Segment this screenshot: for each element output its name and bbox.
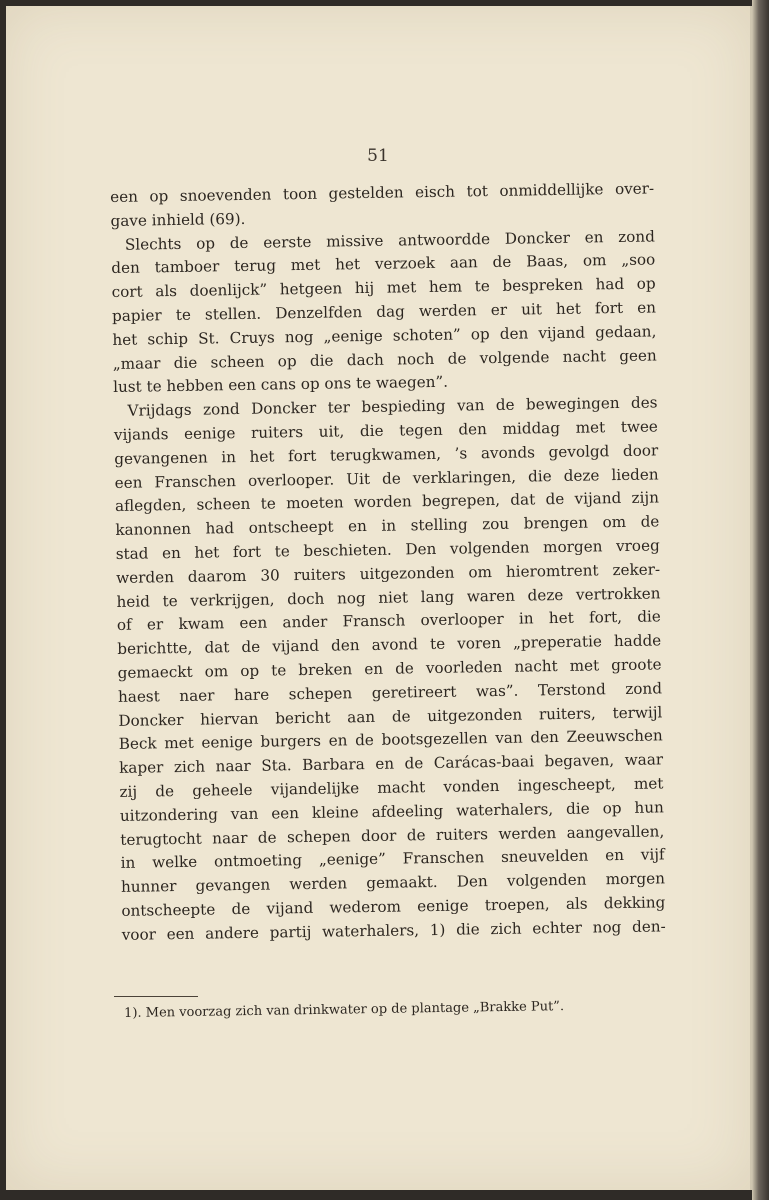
text-line: Slechts op de eerste missive antwoordde Doncker en zond: [124, 227, 655, 254]
page-number: 51: [367, 146, 389, 166]
text-line: vijands eenige ruiters uit, die tegen den middag met twee: [113, 417, 658, 444]
text-line: haest naer hare schepen geretireert was”. Terstond zond: [117, 679, 663, 706]
footnote-rule: [114, 996, 198, 997]
text-line: heid te verkrijgen, doch nog niet lang waren deze vertrokken: [116, 583, 661, 611]
text-line: een Franschen overlooper. Uit de verklaringen, die deze lieden: [114, 464, 659, 492]
text-line: gave inhield (69).: [110, 209, 246, 230]
text-line: uitzondering van een kleine afdeeling waterhalers, die op hun: [119, 798, 664, 825]
text-line: gevangenen in het fort terugkwamen, ’s avonds gevolgd door: [114, 441, 659, 468]
text-line: stad en het fort te beschieten. Den volgenden morgen vroeg: [115, 536, 660, 563]
page-edge-shadow: [752, 0, 769, 1200]
text-line: berichtte, dat de vijand den avond te voren „preperatie hadde: [117, 631, 662, 659]
text-line: kanonnen had ontscheept en in stelling zou brengen om de: [115, 512, 660, 540]
text-line: den tamboer terug met het verzoek aan de Baas, om „soo: [111, 250, 656, 278]
text-line: het schip St. Cruys nog „eenige schoten” op den vijand gedaan,: [112, 322, 657, 349]
text-line: zij de geheele vijandelijke macht vonden ingescheept, met: [119, 774, 664, 801]
text-line: voor een andere partij waterhalers, 1) die zich echter nog den-: [121, 917, 666, 944]
text-line: hunner gevangen werden gemaakt. Den volgenden morgen: [120, 869, 666, 897]
text-line: Doncker hiervan bericht aan de uitgezonden ruiters, terwijl: [118, 702, 663, 730]
text-line: in welke ontmoeting „eenige” Franschen sneuvelden en vijf: [120, 845, 665, 873]
text-line: „maar die scheen op die dach noch de volgende nacht geen: [112, 346, 657, 373]
text-line: ontscheepte de vijand wederom eenige troepen, als dekking: [121, 893, 666, 920]
text-line: of er kwam een ander Fransch overlooper in het fort, die: [116, 607, 661, 635]
text-line: aflegden, scheen te moeten worden begrepen, dat de vijand zijn: [114, 488, 660, 516]
text-line: gemaeckt om op te breken en de voorleden nacht met groote: [117, 655, 662, 682]
body-text: [110, 177, 666, 947]
text-line: lust te hebben een cans op ons te waegen”.: [113, 373, 449, 397]
text-line: een op snoevenden toon gestelden eisch tot onmiddellijke over-: [110, 179, 655, 206]
text-line: Vrijdags zond Doncker ter bespieding van de bewegingen des: [127, 393, 658, 420]
text-line: terugtocht naar de schepen door de ruiters werden aangevallen,: [120, 821, 665, 849]
text-line: kaper zich naar Sta. Barbara en de Carácas-baai begaven, waar: [119, 750, 664, 778]
text-line: papier te stellen. Denzelfden dag werden er uit het fort en: [111, 298, 657, 325]
footnote: 1). Men voorzag zich van drinkwater op de plantage „Brakke Put”.: [124, 999, 565, 1021]
text-line: werden daarom 30 ruiters uitgezonden om hieromtrent zeker-: [116, 560, 661, 587]
book-page: [6, 6, 752, 1190]
text-line: cort als doenlijck” hetgeen hij met hem te bespreken had op: [111, 274, 656, 302]
text-line: Beck met eenige burgers en de bootsgezellen van den Zeeuwschen: [118, 726, 663, 754]
